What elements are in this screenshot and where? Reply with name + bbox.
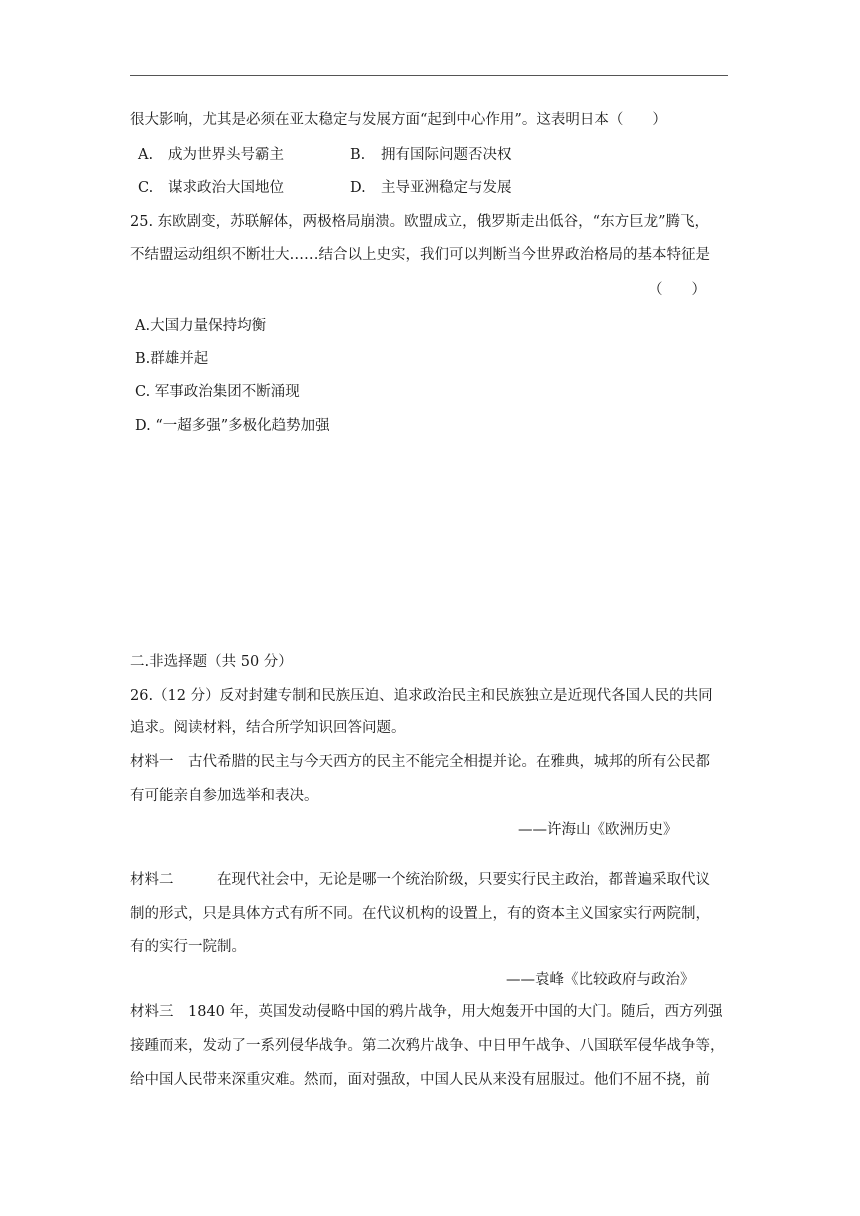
material3-line2: 接踵而来，发动了一系列侵华战争。第二次鸦片战争、中日甲午战争、八国联军侵华战争等， <box>130 1038 725 1054</box>
q24-option-b-letter: B. <box>350 147 366 163</box>
material2-source: ——袁峰《比较政府与政治》 <box>506 972 695 988</box>
material2-line1: 在现代社会中，无论是哪一个统治阶级，只要实行民主政治，都普遍采取代议 <box>217 872 710 888</box>
q24-option-d-letter: D. <box>350 180 366 196</box>
header-rule <box>130 75 728 76</box>
material1-line2: 有可能亲自参加选举和表决。 <box>130 788 319 804</box>
q26-stem-line1: 26.（12 分）反对封建专制和民族压迫、追求政治民主和民族独立是近现代各国人民的共同 <box>130 688 713 704</box>
q25-option-a: A.大国力量保持均衡 <box>135 318 267 334</box>
section-title: 二.非选择题（共 50 分） <box>130 654 293 670</box>
material3-line3: 给中国人民带来深重灾难。然而，面对强敌，中国人民从来没有屈服过。他们不屈不挠，前 <box>130 1072 710 1088</box>
q24-option-b-text: 拥有国际问题否决权 <box>381 147 512 163</box>
q25-option-b: B.群雄并起 <box>135 351 209 367</box>
q24-option-a-letter: A. <box>138 147 154 163</box>
material2-line2: 制的形式，只是具体方式有所不同。在代议机构的设置上，有的资本主义国家实行两院制， <box>130 906 710 922</box>
material2-label: 材料二 <box>130 872 174 888</box>
q25-stem-line2: 不结盟运动组织不断壮大……结合以上史实，我们可以判断当今世界政治格局的基本特征是 <box>130 247 710 263</box>
material1-line1: 材料一 古代希腊的民主与今天西方的民主不能完全相提并论。在雅典，城邦的所有公民都 <box>130 754 710 770</box>
material2-line3: 有的实行一院制。 <box>130 939 246 955</box>
q25-answer-bracket: （ ） <box>648 282 706 298</box>
q25-stem-line1: 25. 东欧剧变，苏联解体，两极格局崩溃。欧盟成立，俄罗斯走出低谷，“东方巨龙”腾飞， <box>130 214 709 230</box>
material3-line1: 材料三 1840 年，英国发动侵略中国的鸦片战争，用大炮轰开中国的大门。随后，西方列强 <box>130 1004 723 1020</box>
q24-option-a-text: 成为世界头号霸主 <box>168 147 284 163</box>
q24-option-c-text: 谋求政治大国地位 <box>168 180 284 196</box>
material1-source: ——许海山《欧洲历史》 <box>518 822 678 838</box>
q24-option-d-text: 主导亚洲稳定与发展 <box>381 180 512 196</box>
q25-option-c: C. 军事政治集团不断涌现 <box>135 384 300 400</box>
q24-option-c-letter: C. <box>138 180 154 196</box>
q24-stem: 很大影响，尤其是必须在亚太稳定与发展方面“起到中心作用”。这表明日本（ ） <box>130 112 667 128</box>
q25-option-d: D. “一超多强”多极化趋势加强 <box>135 418 330 434</box>
q26-stem-line2: 追求。阅读材料，结合所学知识回答问题。 <box>130 720 406 736</box>
